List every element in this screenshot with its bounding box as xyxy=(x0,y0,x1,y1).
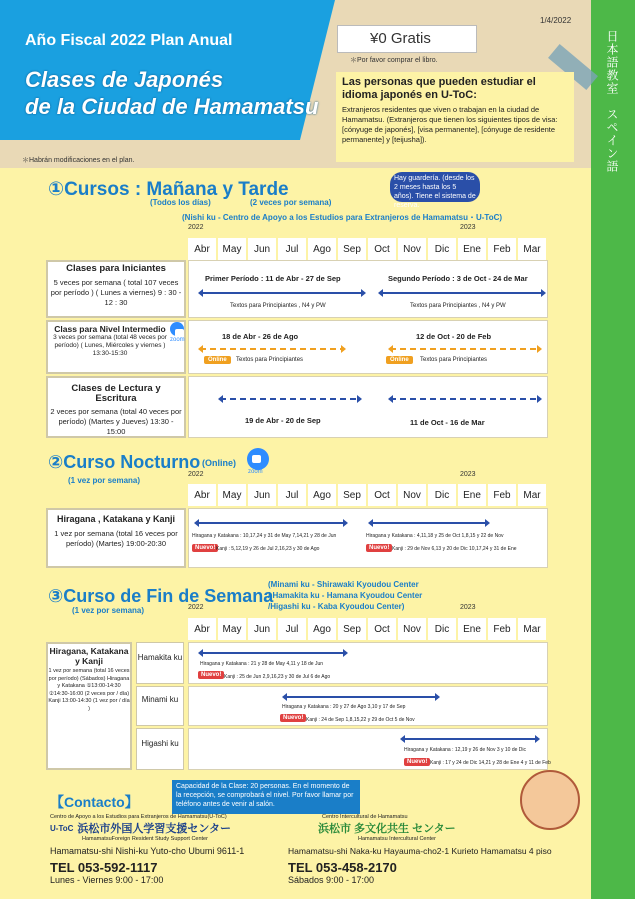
higashi-k: Kanji : 17 y 24 de Dic 14,21 y 28 de Ene 4 y 11 de Feb xyxy=(430,760,551,766)
intercultural-phone[interactable]: TEL 053-458-2170 xyxy=(288,860,397,875)
intermediate-text1: Textos para Principiantes xyxy=(236,357,304,363)
section1-location: (Nishi ku - Centro de Apoyo a los Estudios para Extranjeros de Hamamatsu・U-ToC) xyxy=(182,213,503,222)
utoc-address: Hamamatsu-shi Nishi-ku Yuto-cho Ubumi 9611-1 xyxy=(50,846,245,856)
zoom-icon xyxy=(170,322,184,336)
beginner-arrow1 xyxy=(200,292,364,294)
timeline-intermediate xyxy=(188,320,548,374)
month-cell: Nov xyxy=(398,238,426,260)
beginner-period1: Primer Período : 11 de Abr - 27 de Sep xyxy=(205,274,341,283)
zoom-icon xyxy=(247,448,269,470)
month-cell: Sep xyxy=(338,484,366,506)
section1-sub1: (Todos los días) xyxy=(150,198,211,207)
months-header-3 xyxy=(188,618,546,640)
contact-title: 【Contacto】 xyxy=(50,794,139,810)
month-cell: Jun xyxy=(248,484,276,506)
month-cell: Mar xyxy=(518,484,546,506)
intercultural-name-jp: 浜松市 多文化共生 センター xyxy=(318,823,456,835)
month-cell: Ago xyxy=(308,484,336,506)
weekend-course-text: 1 vez por semana (total 16 veces por período) (Sábados) Hiragana y Katakana ①13:00-14:30 ②14:30-16:00 (2 veces por / día) Kanji 13:00-14:30 (1 vez por / día ) xyxy=(48,668,130,712)
daycare-badge: Hay guardería. (desde los 2 meses hasta los 5 años). Tiene el sistema de reserva. xyxy=(390,172,480,202)
course-reading-text: 2 veces por semana (total 40 veces por período) (Martes y Jueves) 13:30 - 15:00 xyxy=(50,407,182,436)
timeline-reading xyxy=(188,376,548,438)
online-badge-2: Online xyxy=(386,356,413,364)
course-intermediate-text: 3 veces por semana (total 48 veces por período) ( Lunes, Miércoles y viernes ) 13:30-15:30 xyxy=(53,334,167,357)
course-intermediate-title: Class para Nivel Intermedio xyxy=(54,324,166,334)
months-header-1 xyxy=(188,238,546,260)
eligibility-box xyxy=(336,72,574,162)
intermediate-arrow1 xyxy=(200,348,344,350)
reading-arrow1 xyxy=(220,398,360,400)
section3-title: ③Curso de Fin de Semana xyxy=(48,586,274,606)
nuevo-badge: Nuevo! xyxy=(198,671,224,679)
month-cell: Nov xyxy=(398,618,426,640)
month-cell: Ene xyxy=(458,238,486,260)
weekend-course-title: Hiragana, Katakana y Kanji xyxy=(49,646,129,666)
zoom-icon-label: zoom xyxy=(170,337,185,343)
month-cell: Sep xyxy=(338,618,366,640)
month-cell: Ago xyxy=(308,238,336,260)
night-arrow1 xyxy=(196,522,346,524)
beginner-text1: Textos para Principiantes , N4 y PW xyxy=(230,303,326,309)
fiscal-year-title: Año Fiscal 2022 Plan Anual xyxy=(25,32,233,49)
section1-sub2: (2 veces por semana) xyxy=(250,198,332,207)
hamakita-arrow xyxy=(200,652,346,654)
month-cell: Oct xyxy=(368,238,396,260)
month-cell: Jun xyxy=(248,618,276,640)
month-cell: Oct xyxy=(368,484,396,506)
month-cell: May xyxy=(218,484,246,506)
reading-arrow2 xyxy=(390,398,540,400)
night-arrow2 xyxy=(370,522,488,524)
night-course-info xyxy=(50,514,182,549)
month-cell: Jul xyxy=(278,238,306,260)
section3-loc1: (Minami ku - Shirawaki Kyoudou Center xyxy=(268,580,419,589)
month-cell: Feb xyxy=(488,238,516,260)
beginner-text2: Textos para Principiantes , N4 y PW xyxy=(410,303,506,309)
section2-sub: (1 vez por semana) xyxy=(68,476,141,485)
month-cell: Sep xyxy=(338,238,366,260)
night-hk2: Hiragana y Katakana : 4,11,18 y 25 de Oct 1,8,15 y 22 de Nov xyxy=(366,533,504,539)
year-2023: 2023 xyxy=(460,604,476,611)
ward-hamakita: Hamakita ku xyxy=(136,642,184,684)
intercultural-name-en: Hamamatsu Intercultural Center xyxy=(358,836,436,842)
utoc-name-jp: 浜松市外国人学習支援センター xyxy=(77,823,231,835)
month-cell: Jul xyxy=(278,618,306,640)
night-k2: Kanji : 29 de Nov 6,13 y 20 de Dic 10,17,24 y 31 de Ene xyxy=(392,546,517,552)
month-cell: Dic xyxy=(428,238,456,260)
intermediate-text2: Textos para Principiantes xyxy=(420,357,488,363)
course-beginner-info xyxy=(50,264,182,308)
month-cell: May xyxy=(218,618,246,640)
section2-title: ②Curso Nocturno xyxy=(48,452,201,472)
months-header-2 xyxy=(188,484,546,506)
beginner-arrow2 xyxy=(380,292,544,294)
minami-hk: Hiragana y Katakana : 20 y 27 de Ago 3,10 y 17 de Sep xyxy=(282,704,406,710)
eligibility-text: Extranjeros residentes que viven o trabajan en la ciudad de Hamamatsu. (Extranjeros que tienen los siguientes tipos de visa: [cónyuge de japonés], [visa permanente], [cónyuge de residente permanente] y [teijusha]). xyxy=(342,105,558,144)
utoc-logo: U-ToC xyxy=(50,823,74,833)
issue-date: 1/4/2022 xyxy=(540,16,572,25)
nuevo-badge: Nuevo! xyxy=(404,758,430,766)
reading-period2: 11 de Oct - 16 de Mar xyxy=(410,418,485,427)
main-title-line2: de la Ciudad de Hamamatsu xyxy=(25,94,319,119)
eligibility-title: Las personas que pueden estudiar el idioma japonés en U-ToC: xyxy=(342,76,536,101)
year-2022: 2022 xyxy=(188,224,204,231)
night-hk1: Hiragana y Katakana : 10,17,24 y 31 de May 7,14,21 y 28 de Jun xyxy=(192,533,337,539)
month-cell: Mar xyxy=(518,618,546,640)
year-2022: 2022 xyxy=(188,471,204,478)
month-cell: Ene xyxy=(458,484,486,506)
intermediate-arrow2 xyxy=(390,348,540,350)
course-beginner-title: Clases para Iniciantes xyxy=(66,263,166,274)
section1-title: ①Cursos : Mañana y Tarde xyxy=(48,179,289,200)
month-cell: Feb xyxy=(488,484,516,506)
main-title xyxy=(25,66,318,120)
month-cell: Nov xyxy=(398,484,426,506)
nuevo-badge: Nuevo! xyxy=(280,714,306,722)
section3-sub: (1 vez por semana) xyxy=(72,606,145,615)
night-course-title: Hiragana , Katakana y Kanji xyxy=(56,514,176,524)
ward-higashi: Higashi ku xyxy=(136,728,184,770)
hamakita-k: Kanji : 25 de Jun 2,9,16,23 y 30 de Jul 6 de Ago xyxy=(224,674,331,680)
utoc-small: Centro de Apoyo a los Estudios para Extranjeros de Hamamatsu(U-ToC) xyxy=(50,814,227,820)
section3-loc2: / Hamakita ku - Hamana Kyoudou Center xyxy=(268,591,423,600)
month-cell: Dic xyxy=(428,618,456,640)
section3-loc3: /Higashi ku - Kaba Kyoudou Center) xyxy=(268,602,405,611)
month-cell: Abr xyxy=(188,618,216,640)
utoc-phone[interactable]: TEL 053-592-1117 xyxy=(50,860,158,875)
hamakita-hk: Hiragana y Katakana : 21 y 28 de May 4,11 y 18 de Jun xyxy=(200,661,324,667)
online-badge-1: Online xyxy=(204,356,231,364)
month-cell: Feb xyxy=(488,618,516,640)
night-k1: Kanji : 5,12,19 y 26 de Jul 2,16,23 y 30 de Ago xyxy=(216,546,320,552)
side-text: 日本語教室 スペイン語 xyxy=(605,30,619,173)
utoc-name-en: HamamatsuForeign Resident Study Support Center xyxy=(82,836,208,842)
month-cell: Ago xyxy=(308,618,336,640)
contact-intercultural xyxy=(288,814,588,885)
intercultural-address: Hamamatsu-shi Naka-ku Hayauma-cho2-1 Kurieto Hamamatsu 4 piso xyxy=(288,846,552,856)
higashi-hk: Hiragana y Katakana : 12,19 y 26 de Nov 3 y 10 de Dic xyxy=(404,747,527,753)
course-reading-title: Clases de Lectura y Escritura xyxy=(71,383,161,404)
year-2023: 2023 xyxy=(460,224,476,231)
month-cell: Mar xyxy=(518,238,546,260)
price-note: ＊Por favor comprar el libro. xyxy=(350,57,438,64)
nuevo-badge: Nuevo! xyxy=(192,544,218,552)
month-cell: Oct xyxy=(368,618,396,640)
month-cell: May xyxy=(218,238,246,260)
course-beginner-text: 5 veces por semana ( total 107 veces por período ) ( Lunes a viernes) 9 : 30 - 12 : 30 xyxy=(50,278,182,307)
main-title-line1: Clases de Japonés xyxy=(25,67,224,92)
year-2022: 2022 xyxy=(188,604,204,611)
price-badge: ¥0 Gratis xyxy=(337,25,477,53)
plan-note: ＊Habrán modificaciones en el plan. xyxy=(22,157,135,164)
intercultural-small: Centro Intercultural de Hamamatsu xyxy=(322,814,408,820)
nuevo-badge: Nuevo! xyxy=(366,544,392,552)
reading-period1: 19 de Abr - 20 de Sep xyxy=(245,416,321,425)
contact-utoc xyxy=(50,814,290,885)
month-cell: Abr xyxy=(188,484,216,506)
ward-minami: Minami ku xyxy=(136,686,184,726)
month-cell: Jun xyxy=(248,238,276,260)
capacity-box: Capacidad de la Clase: 20 personas. En el momento de la recepción, se comprobará el nivel. Por favor llamar por teléfono antes de venir al salón. xyxy=(172,780,360,814)
month-cell: Dic xyxy=(428,484,456,506)
higashi-arrow xyxy=(402,738,538,740)
night-course-text: 1 vez por semana (total 16 veces por período) (Martes) 19:00-20:30 xyxy=(54,529,178,548)
intermediate-period1: 18 de Abr - 26 de Ago xyxy=(222,332,299,341)
utoc-hours: Lunes - Viernes 9:00 - 17:00 xyxy=(50,875,164,885)
beginner-period2: Segundo Período : 3 de Oct - 24 de Mar xyxy=(388,274,528,283)
intermediate-period2: 12 de Oct - 20 de Feb xyxy=(416,332,492,341)
course-reading-info xyxy=(50,384,182,437)
zoom-icon-label: zoom xyxy=(248,469,263,475)
minami-arrow xyxy=(284,696,438,698)
year-2023: 2023 xyxy=(460,471,476,478)
month-cell: Jul xyxy=(278,484,306,506)
weekend-course-info xyxy=(48,646,130,713)
month-cell: Abr xyxy=(188,238,216,260)
month-cell: Ene xyxy=(458,618,486,640)
course-intermediate-info xyxy=(48,324,172,358)
minami-k: Kanji : 24 de Sep 1,8,15,22 y 29 de Oct 5 de Nov xyxy=(306,717,415,723)
intercultural-hours: Sábados 9:00 - 17:00 xyxy=(288,875,375,885)
section2-online: (Online) xyxy=(202,458,236,468)
